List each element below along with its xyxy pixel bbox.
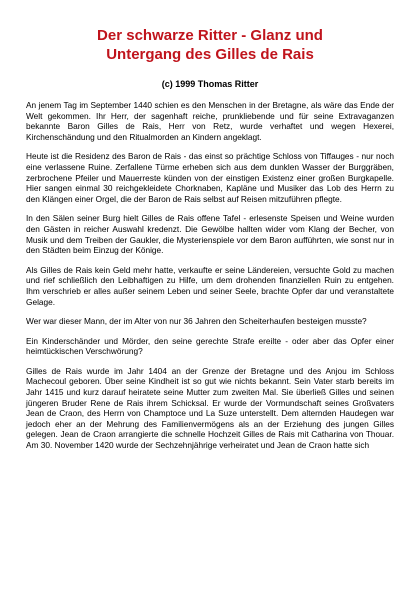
paragraph-4: Als Gilles de Rais kein Geld mehr hatte, verkaufte er seine Ländereien, versuchte Gold zu machen und rief schließlich den Leibhaftigen zu Hilfe, um dem drohenden finanziellen Ruin zu entgehen. Ihm verschrieb er alles außer seinem Leben und seiner Seele, brachte Opfer dar und veranstaltete Gelage. (26, 264, 394, 307)
title-line-2: Untergang des Gilles de Rais (106, 46, 314, 63)
paragraph-5: Wer war dieser Mann, der im Alter von nur 36 Jahren den Scheiterhaufen besteigen musste? (26, 316, 367, 327)
title-line-1: Der schwarze Ritter - Glanz und (97, 27, 323, 44)
paragraph-2: Heute ist die Residenz des Baron de Rais - das einst so prächtige Schloss von Tiffauges - nur noch eine verlassene Ruine. Zerfallene Türme erheben sich aus dem dunklen Wasser der Burggräben, zerbrochene Pfeiler und Mauerreste künden von der einstigen Existenz einer großen Burgkapelle. Hier sangen einmal 30 reichgekleidete Chorknaben, Kapläne und Musiker das Lob des Herrn zu den Klängen einer Orgel, die der Baron de Rais selbst auf Reisen mitzuführen pflegte. (26, 151, 394, 204)
paragraph-6: Ein Kinderschänder und Mörder, den seine gerechte Strafe ereilte - oder aber das Opfer einer heimtückischen Verschwörung? (26, 335, 394, 357)
document-title (26, 26, 394, 64)
paragraph-3: In den Sälen seiner Burg hielt Gilles de Rais offene Tafel - erlesenste Speisen und Weine wurden den Gästen in reicher Auswahl kredenzt. Die Gewölbe hallten wider vom Klang der Becher, von Musik und dem Treiben der Gaukler, die Mysterienspiele vor dem Baron aufführten, wie sonst nur in den Städten beim Einzug der Könige. (26, 213, 394, 256)
paragraph-1: An jenem Tag im September 1440 schien es den Menschen in der Bretagne, als wäre das Ende der Welt gekommen. Ihr Herr, der sagenhaft reiche, prunkliebende und für seine Extravaganzen bekannte Baron Gilles de Rais, Herr von Retz, wurde verhaftet und wegen Hexerei, Kirchenschändung und den Ritualmorden an Kindern angeklagt. (26, 100, 394, 142)
byline: (c) 1999 Thomas Ritter (161, 79, 259, 89)
paragraph-7: Gilles de Rais wurde im Jahr 1404 an der Grenze der Bretagne und des Anjou im Schloss Machecoul geboren. Über seine Kindheit ist so gut wie nichts bekannt. Sein Vater starb bereits im Jahr 1415 und kurz darauf heiratete seine Mutter zum zweiten Mal. Sie überließ Gilles und seinen jüngeren Bruder Rene de Rais ihrem Schicksal. Er wurde der Vormundschaft seines Großvaters Jean de Craon, des Herrn von Champtoce und La Suze unterstellt. Dem alternden Haudegen war jedoch eher an der Mehrung des Familienvermögens als an der Erziehung des jungen Gilles gelegen. Jean de Craon arrangierte die schnelle Hochzeit Gilles de Rais mit Catharina von Thouar. Am 30. November 1420 wurde der Sechzehnjährige verheiratet und Jean de Craon hatte sich (26, 365, 394, 451)
